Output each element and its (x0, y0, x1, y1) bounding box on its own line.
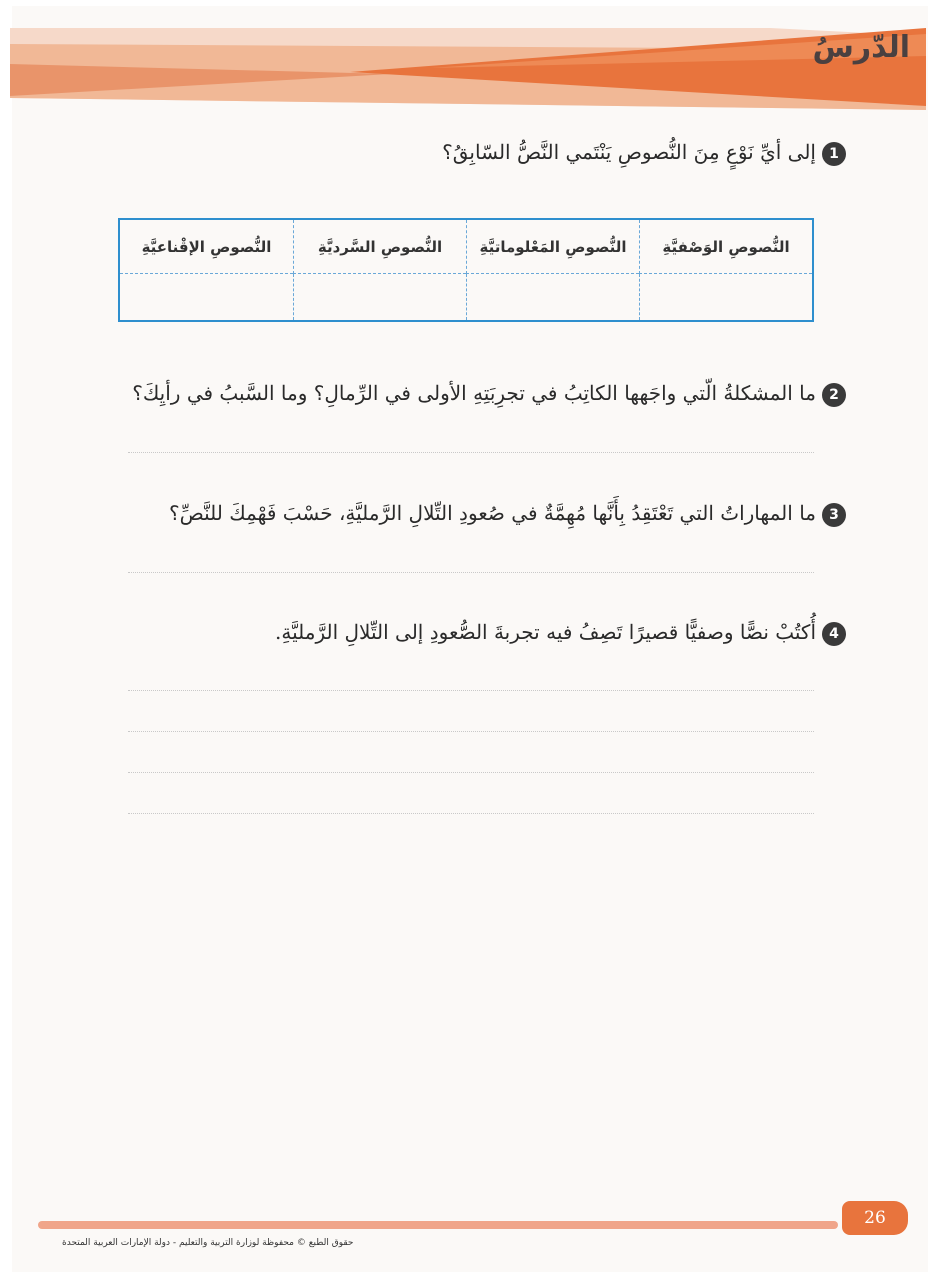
question-1-number: 1 (822, 142, 846, 166)
table-header-descriptive: النُّصوصِ الوَصْفيَّةِ (639, 220, 812, 274)
question-2-number: 2 (822, 383, 846, 407)
answer-line-q2[interactable] (128, 452, 814, 453)
lesson-title: الدّرسُ (812, 30, 910, 65)
header-banner (10, 26, 926, 110)
table-header-narrative: النُّصوصِ السَّرديَّةِ (293, 220, 466, 274)
table-answer-narrative[interactable] (293, 274, 466, 320)
table-answer-descriptive[interactable] (639, 274, 812, 320)
answer-line-q3[interactable] (128, 572, 814, 573)
answer-line-q4-1[interactable] (128, 690, 814, 691)
table-answer-persuasive[interactable] (120, 274, 293, 320)
question-1-text: إلى أيِّ نَوْعٍ مِنَ النُّصوصِ يَنْتَمي النَّصُّ السّابِقُ؟ (442, 140, 816, 164)
footer-bar (38, 1221, 838, 1229)
page-number: 26 (842, 1201, 908, 1235)
question-4-text: أُكتُبْ نصًّا وصفيًّا قصيرًا تَصِفُ فيه تجربةَ الصُّعودِ إلى التِّلالِ الرَّمليَّةِ. (275, 620, 816, 644)
table-header-informational: النُّصوصِ المَعْلوماتيَّةِ (466, 220, 639, 274)
copyright-notice: حقوق الطبع © محفوظة لوزارة التربية والتعليم - دولة الإمارات العربية المتحدة (62, 1238, 354, 1248)
answer-line-q4-2[interactable] (128, 731, 814, 732)
question-2-text: ما المشكلةُ الّتي واجَهها الكاتِبُ في تجرِبَتِهِ الأولى في الرِّمالِ؟ وما السَّببُ في رأيِكَ؟ (132, 381, 816, 405)
question-4-number: 4 (822, 622, 846, 646)
question-3-number: 3 (822, 503, 846, 527)
answer-line-q4-3[interactable] (128, 772, 814, 773)
question-3-text: ما المهاراتُ التي تَعْتَقِدُ بِأَنَّها مُهِمَّةٌ في صُعودِ التِّلالِ الرَّمليَّةِ، حَسْبَ فَهْمِكَ للنَّصِّ؟ (168, 501, 816, 525)
table-header-persuasive: النُّصوصِ الإقْناعيَّةِ (120, 220, 293, 274)
table-answer-informational[interactable] (466, 274, 639, 320)
answer-line-q4-4[interactable] (128, 813, 814, 814)
text-types-table (118, 218, 814, 322)
